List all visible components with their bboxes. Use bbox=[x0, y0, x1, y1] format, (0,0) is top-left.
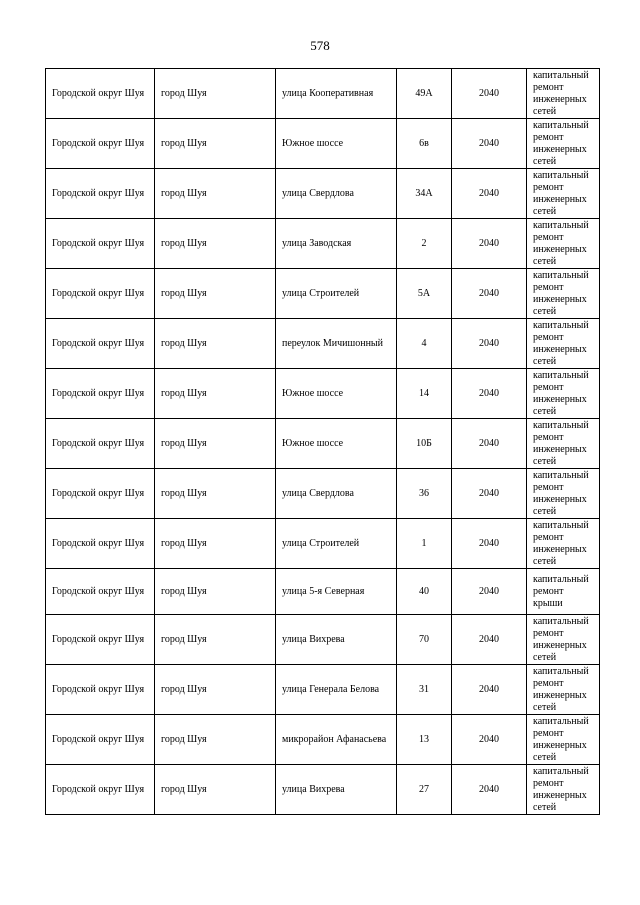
work-type-cell: капитальный ремонт инженерных сетей bbox=[527, 469, 600, 519]
street-cell: улица Заводская bbox=[276, 219, 397, 269]
work-type-cell: капитальный ремонт инженерных сетей bbox=[527, 765, 600, 815]
year-cell: 2040 bbox=[452, 665, 527, 715]
street-cell: улица Строителей bbox=[276, 269, 397, 319]
district-cell: Городской округ Шуя bbox=[46, 69, 155, 119]
district-cell: Городской округ Шуя bbox=[46, 765, 155, 815]
table-row bbox=[46, 169, 600, 219]
year-cell: 2040 bbox=[452, 369, 527, 419]
locality-cell: город Шуя bbox=[155, 419, 276, 469]
house-number-cell: 5А bbox=[397, 269, 452, 319]
table-row bbox=[46, 765, 600, 815]
work-type-cell: капитальный ремонт инженерных сетей bbox=[527, 319, 600, 369]
locality-cell: город Шуя bbox=[155, 119, 276, 169]
year-cell: 2040 bbox=[452, 319, 527, 369]
house-number-cell: 31 bbox=[397, 665, 452, 715]
district-cell: Городской округ Шуя bbox=[46, 419, 155, 469]
year-cell: 2040 bbox=[452, 569, 527, 615]
street-cell: улица Кооперативная bbox=[276, 69, 397, 119]
locality-cell: город Шуя bbox=[155, 519, 276, 569]
district-cell: Городской округ Шуя bbox=[46, 665, 155, 715]
year-cell: 2040 bbox=[452, 615, 527, 665]
district-cell: Городской округ Шуя bbox=[46, 119, 155, 169]
housing-repair-table bbox=[45, 68, 600, 815]
district-cell: Городской округ Шуя bbox=[46, 169, 155, 219]
street-cell: Южное шоссе bbox=[276, 119, 397, 169]
house-number-cell: 34А bbox=[397, 169, 452, 219]
locality-cell: город Шуя bbox=[155, 615, 276, 665]
work-type-cell: капитальный ремонт инженерных сетей bbox=[527, 269, 600, 319]
table-row bbox=[46, 519, 600, 569]
street-cell: улица 5-я Северная bbox=[276, 569, 397, 615]
work-type-cell: капитальный ремонт инженерных сетей bbox=[527, 119, 600, 169]
table-row bbox=[46, 69, 600, 119]
table-row bbox=[46, 319, 600, 369]
table-row bbox=[46, 715, 600, 765]
district-cell: Городской округ Шуя bbox=[46, 469, 155, 519]
year-cell: 2040 bbox=[452, 519, 527, 569]
district-cell: Городской округ Шуя bbox=[46, 319, 155, 369]
locality-cell: город Шуя bbox=[155, 269, 276, 319]
year-cell: 2040 bbox=[452, 715, 527, 765]
locality-cell: город Шуя bbox=[155, 219, 276, 269]
table-row bbox=[46, 569, 600, 615]
work-type-cell: капитальный ремонт инженерных сетей bbox=[527, 69, 600, 119]
work-type-cell: капитальный ремонт инженерных сетей bbox=[527, 665, 600, 715]
work-type-cell: капитальный ремонт инженерных сетей bbox=[527, 169, 600, 219]
table-row bbox=[46, 219, 600, 269]
work-type-cell: капитальный ремонт инженерных сетей bbox=[527, 519, 600, 569]
district-cell: Городской округ Шуя bbox=[46, 569, 155, 615]
work-type-cell: капитальный ремонт инженерных сетей bbox=[527, 419, 600, 469]
table-row bbox=[46, 665, 600, 715]
page-number: 578 bbox=[310, 38, 330, 53]
street-cell: улица Свердлова bbox=[276, 169, 397, 219]
street-cell: улица Строителей bbox=[276, 519, 397, 569]
house-number-cell: 1 bbox=[397, 519, 452, 569]
year-cell: 2040 bbox=[452, 219, 527, 269]
house-number-cell: 6в bbox=[397, 119, 452, 169]
locality-cell: город Шуя bbox=[155, 469, 276, 519]
district-cell: Городской округ Шуя bbox=[46, 715, 155, 765]
table-row bbox=[46, 469, 600, 519]
table-row bbox=[46, 369, 600, 419]
locality-cell: город Шуя bbox=[155, 319, 276, 369]
locality-cell: город Шуя bbox=[155, 69, 276, 119]
district-cell: Городской округ Шуя bbox=[46, 615, 155, 665]
house-number-cell: 10Б bbox=[397, 419, 452, 469]
locality-cell: город Шуя bbox=[155, 715, 276, 765]
street-cell: улица Свердлова bbox=[276, 469, 397, 519]
locality-cell: город Шуя bbox=[155, 765, 276, 815]
table-row bbox=[46, 419, 600, 469]
work-type-cell: капитальный ремонт крыши bbox=[527, 569, 600, 615]
street-cell: микрорайон Афанасьева bbox=[276, 715, 397, 765]
house-number-cell: 13 bbox=[397, 715, 452, 765]
work-type-cell: капитальный ремонт инженерных сетей bbox=[527, 369, 600, 419]
year-cell: 2040 bbox=[452, 419, 527, 469]
year-cell: 2040 bbox=[452, 169, 527, 219]
street-cell: улица Генерала Белова bbox=[276, 665, 397, 715]
district-cell: Городской округ Шуя bbox=[46, 369, 155, 419]
house-number-cell: 14 bbox=[397, 369, 452, 419]
street-cell: переулок Мичишонный bbox=[276, 319, 397, 369]
year-cell: 2040 bbox=[452, 269, 527, 319]
locality-cell: город Шуя bbox=[155, 569, 276, 615]
district-cell: Городской округ Шуя bbox=[46, 219, 155, 269]
district-cell: Городской округ Шуя bbox=[46, 269, 155, 319]
house-number-cell: 40 bbox=[397, 569, 452, 615]
house-number-cell: 27 bbox=[397, 765, 452, 815]
street-cell: Южное шоссе bbox=[276, 369, 397, 419]
table-row bbox=[46, 269, 600, 319]
locality-cell: город Шуя bbox=[155, 169, 276, 219]
table-row bbox=[46, 119, 600, 169]
district-cell: Городской округ Шуя bbox=[46, 519, 155, 569]
house-number-cell: 70 bbox=[397, 615, 452, 665]
street-cell: улица Вихрева bbox=[276, 615, 397, 665]
year-cell: 2040 bbox=[452, 469, 527, 519]
year-cell: 2040 bbox=[452, 765, 527, 815]
year-cell: 2040 bbox=[452, 69, 527, 119]
work-type-cell: капитальный ремонт инженерных сетей bbox=[527, 715, 600, 765]
street-cell: Южное шоссе bbox=[276, 419, 397, 469]
year-cell: 2040 bbox=[452, 119, 527, 169]
street-cell: улица Вихрева bbox=[276, 765, 397, 815]
house-number-cell: 36 bbox=[397, 469, 452, 519]
locality-cell: город Шуя bbox=[155, 665, 276, 715]
house-number-cell: 49А bbox=[397, 69, 452, 119]
table-row bbox=[46, 615, 600, 665]
locality-cell: город Шуя bbox=[155, 369, 276, 419]
house-number-cell: 4 bbox=[397, 319, 452, 369]
work-type-cell: капитальный ремонт инженерных сетей bbox=[527, 219, 600, 269]
work-type-cell: капитальный ремонт инженерных сетей bbox=[527, 615, 600, 665]
house-number-cell: 2 bbox=[397, 219, 452, 269]
